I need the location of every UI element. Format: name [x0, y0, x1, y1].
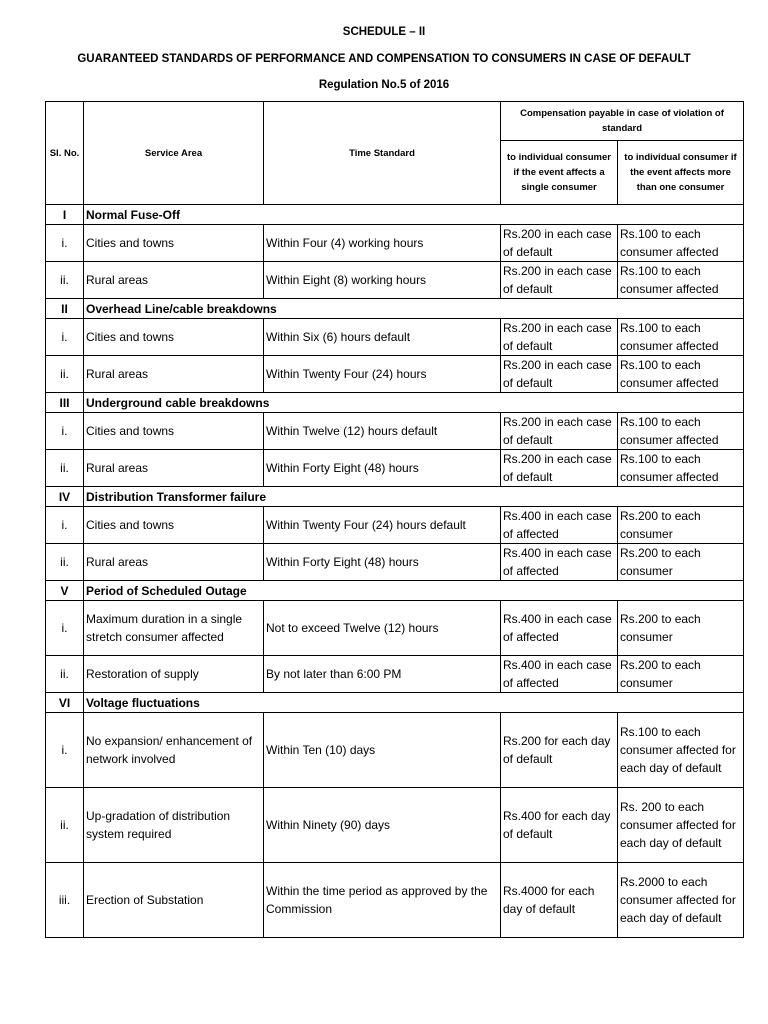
multiple-consumer-compensation-cell: Rs.100 to each consumer affected: [618, 319, 744, 356]
row-number: ii.: [46, 262, 84, 299]
single-consumer-compensation-cell: Rs.400 in each case of affected: [501, 601, 618, 656]
time-standard-cell: Within Four (4) working hours: [264, 225, 501, 262]
service-area-cell: Maximum duration in a single stretch consumer affected: [84, 601, 264, 656]
table-row: [46, 262, 744, 299]
single-consumer-compensation-cell: Rs.400 in each case of affected: [501, 544, 618, 581]
section-row: [46, 205, 744, 225]
single-consumer-compensation-cell: Rs.400 in each case of affected: [501, 507, 618, 544]
time-standard-cell: Within Ten (10) days: [264, 713, 501, 788]
service-area-cell: Rural areas: [84, 356, 264, 393]
section-title: Period of Scheduled Outage: [84, 581, 744, 601]
table-row: [46, 863, 744, 938]
header-service-area: Service Area: [84, 102, 264, 205]
table-row: [46, 225, 744, 262]
row-number: i.: [46, 413, 84, 450]
single-consumer-compensation-cell: Rs.200 in each case of default: [501, 413, 618, 450]
multiple-consumer-compensation-cell: Rs.100 to each consumer affected: [618, 356, 744, 393]
service-area-cell: Rural areas: [84, 544, 264, 581]
multiple-consumer-compensation-cell: Rs.100 to each consumer affected: [618, 450, 744, 487]
service-area-cell: Erection of Substation: [84, 863, 264, 938]
section-title: Underground cable breakdowns: [84, 393, 744, 413]
section-number: V: [46, 581, 84, 601]
section-title: Overhead Line/cable breakdowns: [84, 299, 744, 319]
section-row: [46, 581, 744, 601]
table-row: [46, 319, 744, 356]
section-number: I: [46, 205, 84, 225]
table-row: [46, 713, 744, 788]
time-standard-cell: Within Forty Eight (48) hours: [264, 544, 501, 581]
time-standard-cell: Within Eight (8) working hours: [264, 262, 501, 299]
header-sl-no: Sl. No.: [46, 102, 84, 205]
time-standard-cell: By not later than 6:00 PM: [264, 656, 501, 693]
regulation-subtitle: Regulation No.5 of 2016: [318, 79, 450, 91]
service-area-cell: No expansion/ enhancement of network involved: [84, 713, 264, 788]
section-number: III: [46, 393, 84, 413]
time-standard-cell: Within Forty Eight (48) hours: [264, 450, 501, 487]
table-row: [46, 544, 744, 581]
row-number: i.: [46, 507, 84, 544]
time-standard-cell: Within Ninety (90) days: [264, 788, 501, 863]
service-area-cell: Cities and towns: [84, 507, 264, 544]
row-number: iii.: [46, 863, 84, 938]
service-area-cell: Restoration of supply: [84, 656, 264, 693]
section-row: [46, 693, 744, 713]
header-compensation: Compensation payable in case of violation of standard: [501, 102, 744, 141]
single-consumer-compensation-cell: Rs.200 in each case of default: [501, 262, 618, 299]
service-area-cell: Cities and towns: [84, 319, 264, 356]
service-area-cell: Cities and towns: [84, 225, 264, 262]
single-consumer-compensation-cell: Rs.400 in each case of affected: [501, 656, 618, 693]
row-number: ii.: [46, 356, 84, 393]
service-area-cell: Up-gradation of distribution system required: [84, 788, 264, 863]
multiple-consumer-compensation-cell: Rs.200 to each consumer: [618, 656, 744, 693]
row-number: ii.: [46, 656, 84, 693]
header-time-standard: Time Standard: [264, 102, 501, 205]
document-title: GUARANTEED STANDARDS OF PERFORMANCE AND COMPENSATION TO CONSUMERS IN CASE OF DEFAULT: [77, 53, 691, 65]
table-row: [46, 356, 744, 393]
single-consumer-compensation-cell: Rs.200 in each case of default: [501, 356, 618, 393]
section-title: Normal Fuse-Off: [84, 205, 744, 225]
section-row: [46, 487, 744, 507]
single-consumer-compensation-cell: Rs.200 for each day of default: [501, 713, 618, 788]
multiple-consumer-compensation-cell: Rs.200 to each consumer: [618, 544, 744, 581]
row-number: ii.: [46, 788, 84, 863]
row-number: i.: [46, 319, 84, 356]
table-row: [46, 450, 744, 487]
table-row: [46, 788, 744, 863]
multiple-consumer-compensation-cell: Rs.100 to each consumer affected: [618, 225, 744, 262]
multiple-consumer-compensation-cell: Rs. 200 to each consumer affected for each day of default: [618, 788, 744, 863]
row-number: ii.: [46, 544, 84, 581]
time-standard-cell: Not to exceed Twelve (12) hours: [264, 601, 501, 656]
section-row: [46, 299, 744, 319]
row-number: i.: [46, 601, 84, 656]
section-row: [46, 393, 744, 413]
multiple-consumer-compensation-cell: Rs.100 to each consumer affected for each day of default: [618, 713, 744, 788]
section-title: Voltage fluctuations: [84, 693, 744, 713]
single-consumer-compensation-cell: Rs.200 in each case of default: [501, 450, 618, 487]
table-row: [46, 656, 744, 693]
time-standard-cell: Within the time period as approved by the Commission: [264, 863, 501, 938]
time-standard-cell: Within Twenty Four (24) hours: [264, 356, 501, 393]
single-consumer-compensation-cell: Rs.200 in each case of default: [501, 225, 618, 262]
table-row: [46, 601, 744, 656]
schedule-heading: SCHEDULE – II: [342, 26, 426, 38]
row-number: ii.: [46, 450, 84, 487]
row-number: i.: [46, 713, 84, 788]
header-multiple-consumers: to individual consumer if the event affects more than one consumer: [618, 141, 744, 205]
multiple-consumer-compensation-cell: Rs.2000 to each consumer affected for each day of default: [618, 863, 744, 938]
section-number: II: [46, 299, 84, 319]
row-number: i.: [46, 225, 84, 262]
service-area-cell: Rural areas: [84, 262, 264, 299]
service-area-cell: Cities and towns: [84, 413, 264, 450]
standards-table: [45, 101, 744, 938]
multiple-consumer-compensation-cell: Rs.200 to each consumer: [618, 507, 744, 544]
time-standard-cell: Within Twenty Four (24) hours default: [264, 507, 501, 544]
single-consumer-compensation-cell: Rs.4000 for each day of default: [501, 863, 618, 938]
time-standard-cell: Within Twelve (12) hours default: [264, 413, 501, 450]
table-row: [46, 507, 744, 544]
single-consumer-compensation-cell: Rs.400 for each day of default: [501, 788, 618, 863]
section-title: Distribution Transformer failure: [84, 487, 744, 507]
header-single-consumer: to individual consumer if the event affects a single consumer: [501, 141, 618, 205]
multiple-consumer-compensation-cell: Rs.100 to each consumer affected: [618, 413, 744, 450]
section-number: IV: [46, 487, 84, 507]
time-standard-cell: Within Six (6) hours default: [264, 319, 501, 356]
single-consumer-compensation-cell: Rs.200 in each case of default: [501, 319, 618, 356]
service-area-cell: Rural areas: [84, 450, 264, 487]
section-number: VI: [46, 693, 84, 713]
multiple-consumer-compensation-cell: Rs.100 to each consumer affected: [618, 262, 744, 299]
multiple-consumer-compensation-cell: Rs.200 to each consumer: [618, 601, 744, 656]
table-row: [46, 413, 744, 450]
